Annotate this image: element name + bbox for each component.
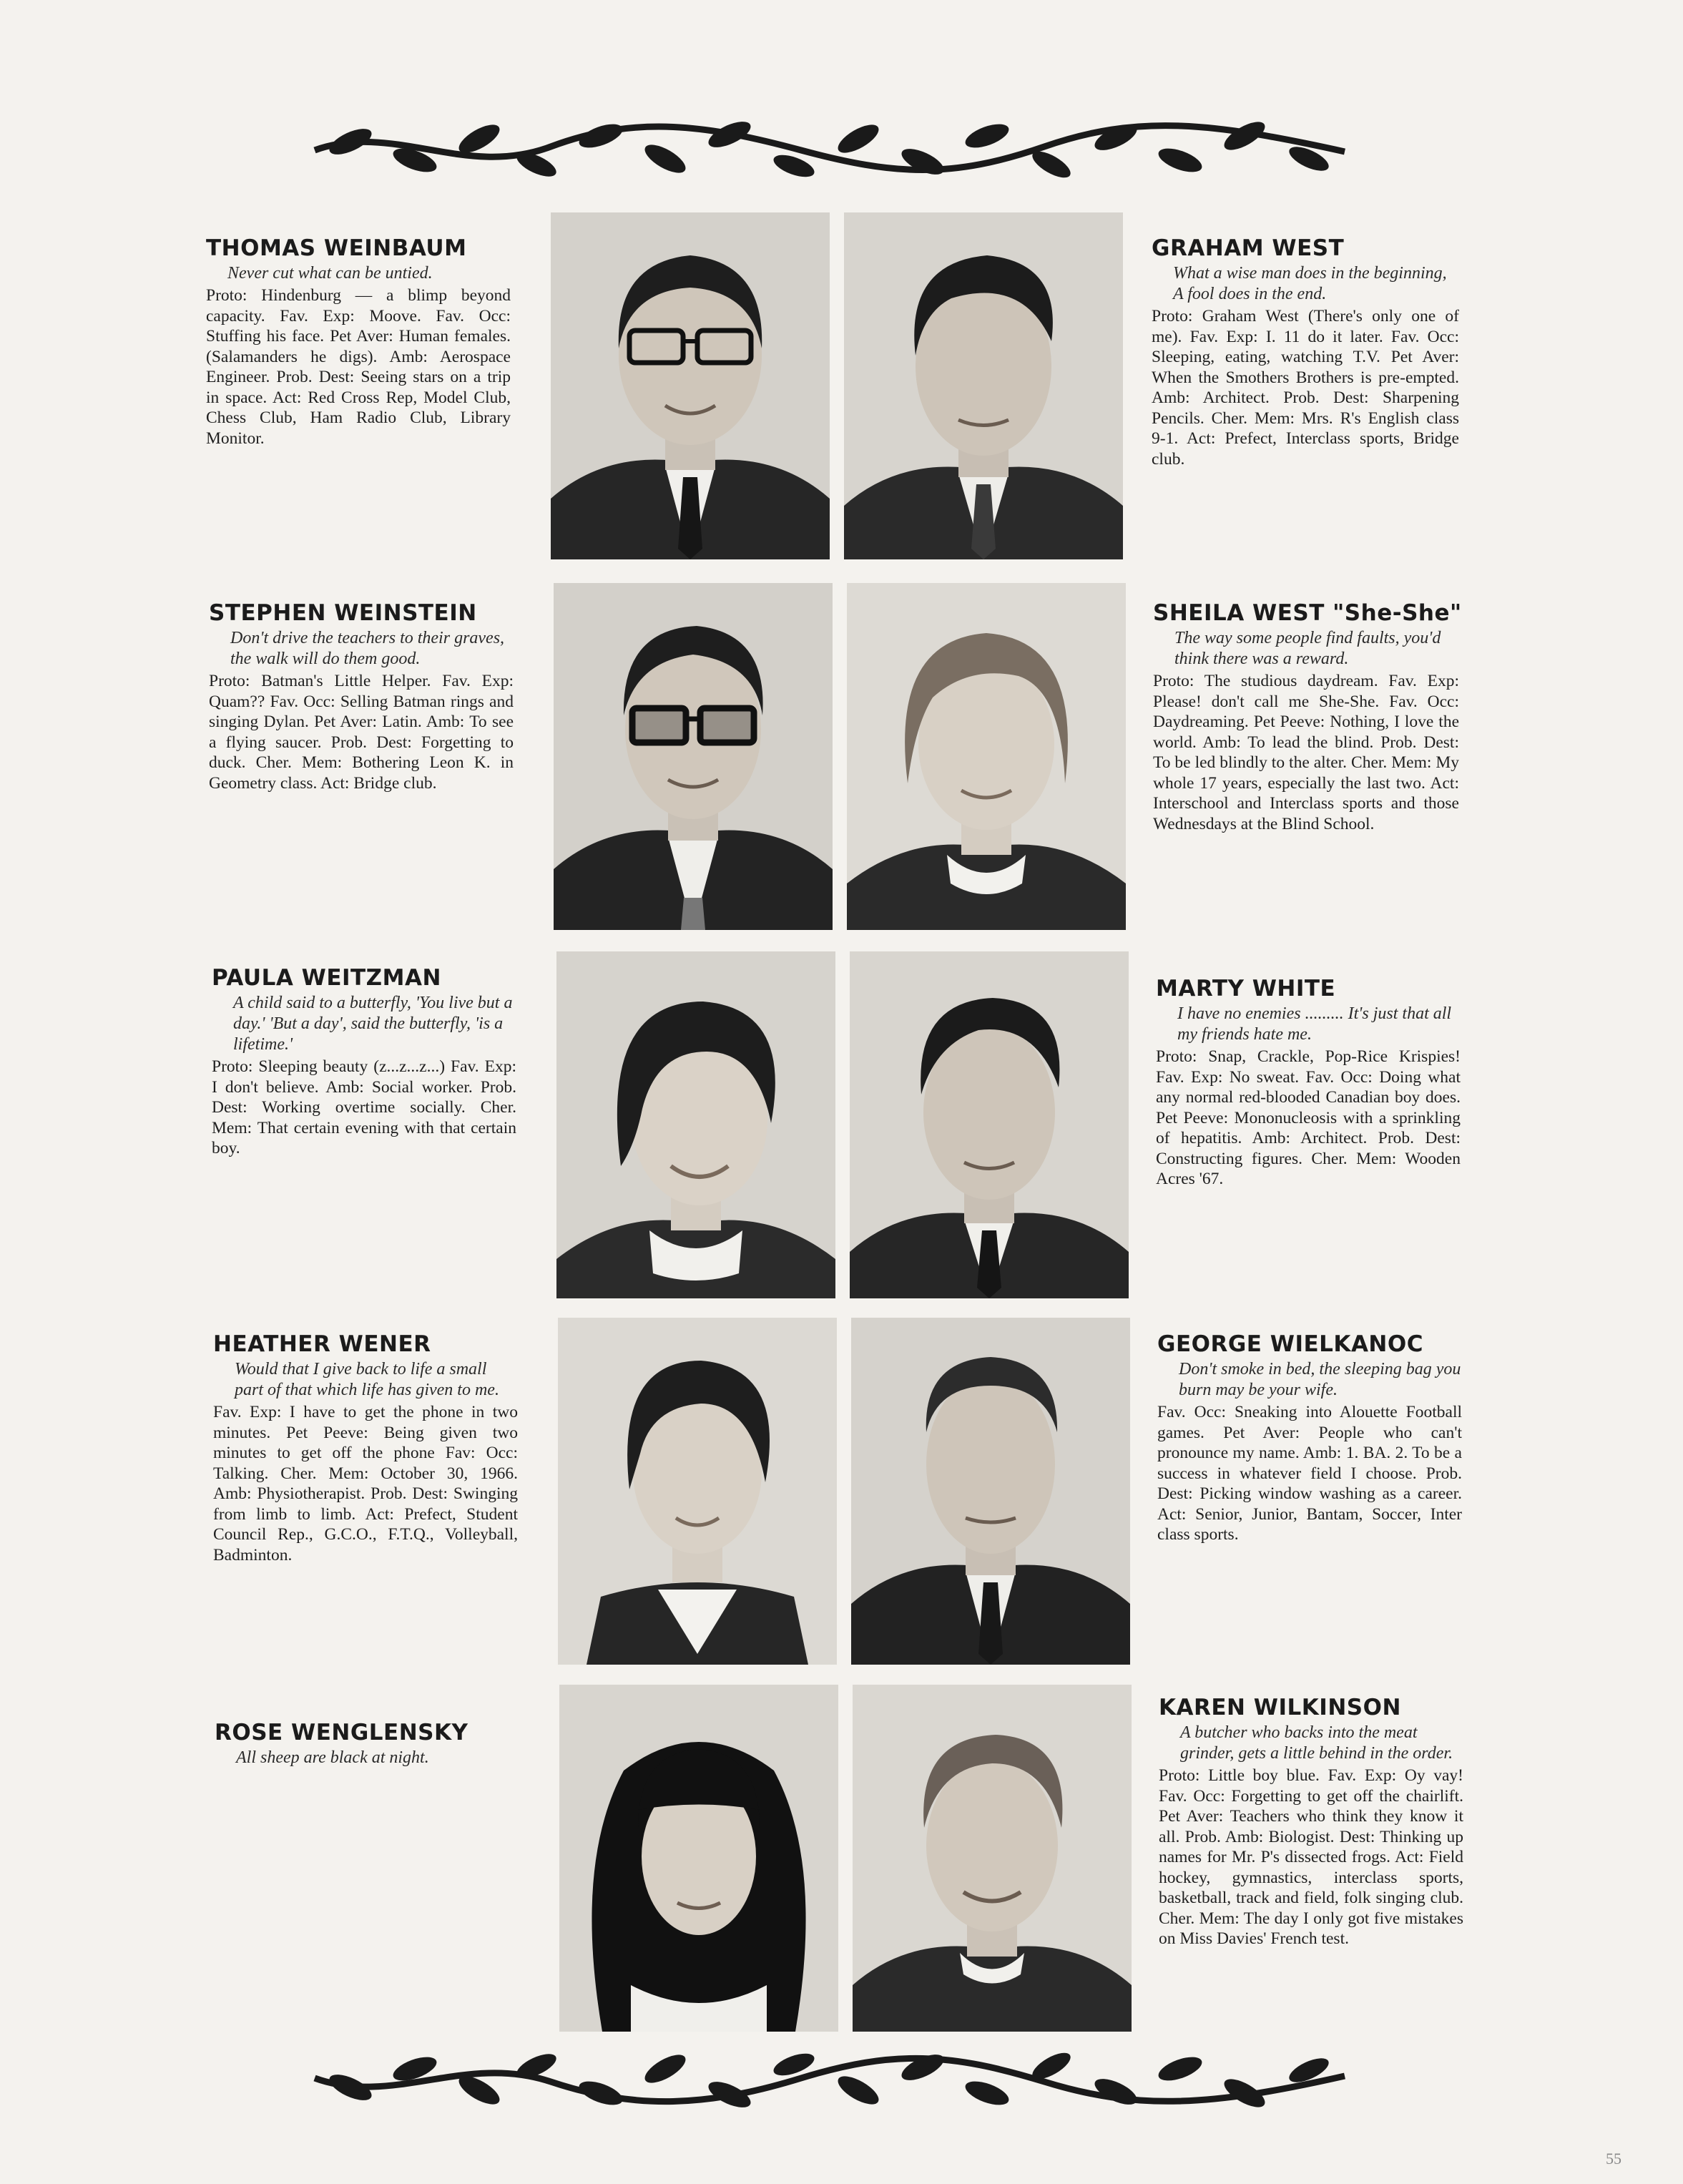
student-portrait (844, 212, 1123, 559)
student-portrait (850, 951, 1129, 1298)
student-quote: Would that I give back to life a small part of that which life has given to me. (235, 1360, 499, 1400)
student-name: KAREN WILKINSON (1159, 1695, 1401, 1720)
student-name: PAULA WEITZMAN (212, 965, 441, 991)
student-details: Fav. Exp: I have to get the phone in two minutes. Pet Peeve: Being given two minutes to get off the phone Fav: Occ: Talking. Cher. Mem: October 30, 1966. Amb: Physiotherapist. Prob. Dest: Swinging from limb to limb. Act: Prefect, Student Council Rep., G.C.O., F.T.Q., Volleyball, Badminton. (213, 1403, 518, 1564)
student-quote: A butcher who backs into the meat grinder, gets a little behind in the order. (1180, 1723, 1453, 1763)
student-name: THOMAS WEINBAUM (206, 235, 467, 261)
student-portrait (558, 1318, 837, 1665)
portrait-boy-icon (844, 212, 1123, 559)
portrait-boy-icon (851, 1318, 1130, 1665)
portrait-boy-icon (554, 583, 833, 930)
student-portrait (556, 951, 835, 1298)
student-portrait (551, 212, 830, 559)
page-number: 55 (1606, 2150, 1621, 2168)
student-portrait (559, 1685, 838, 2032)
student-entry (212, 966, 516, 1159)
student-name: SHEILA WEST "She-She" (1153, 600, 1462, 626)
student-entry (206, 236, 511, 449)
student-name: ROSE WENGLENSKY (215, 1720, 468, 1745)
portrait-boy-icon (853, 1685, 1132, 2032)
student-entry (215, 1720, 519, 1770)
portrait-girl-icon (559, 1685, 838, 2032)
student-quote: A child said to a butterfly, 'You live but a day.' 'But a day', said the butterfly, 'is a lifetime.' (233, 994, 513, 1054)
student-quote: The way some people find faults, you'd think there was a reward. (1174, 629, 1441, 669)
student-name: STEPHEN WEINSTEIN (209, 600, 477, 626)
student-entry (209, 601, 514, 793)
student-details: Proto: Hindenburg — a blimp beyond capacity. Fav. Exp: Moove. Fav. Occ: Stuffing his face. Pet Aver: Human females. (Salamanders he digs). Amb: Aerospace Engineer. Prob. Dest: Seeing stars on a trip in space. Act: Red Cross Rep, Model Club, Chess Club, Ham Radio Club, Library Monitor. (206, 286, 511, 448)
student-details: Proto: Batman's Little Helper. Fav. Exp: Quam?? Fav. Occ: Selling Batman rings and singing Dylan. Pet Aver: Latin. Amb: To see a flying saucer. Prob. Dest: Forgetting to duck. Cher. Mem: Bothering Leon K. in Geometry class. Act: Bridge club. (209, 672, 514, 793)
student-entry (1156, 976, 1461, 1190)
student-quote: What a wise man does in the beginning, A fool does in the end. (1173, 264, 1447, 304)
student-portrait (853, 1685, 1132, 2032)
student-portrait (851, 1318, 1130, 1665)
student-details: Proto: Graham West (There's only one of me). Fav. Exp: I. 11 do it later. Fav. Occ: Sleeping, eating, watching T.V. Pet Aver: When the Smothers Brothers is pre-empted. Amb: Architect. Prob. Dest: Sharpening Pencils. Cher. Mem: Mrs. R's English class 9-1. Act: Prefect, Interclass sports, Bridge club. (1152, 307, 1459, 469)
portrait-girl-icon (847, 583, 1126, 930)
student-name: GRAHAM WEST (1152, 235, 1345, 261)
student-details: Proto: Little boy blue. Fav. Exp: Oy vay! Fav. Occ: Forgetting to get off the chairlift. Pet Aver: Teachers who think they know it all. Prob. Amb: Biologist. Dest: Thinking up names for Mr. P's dissected frogs. Act: Field hockey, gymnastics, interclass sports, basketball, track and field, folk singing club. Cher. Mem: The day I only got five mistakes on Miss Davies' French test. (1159, 1766, 1463, 1949)
vine-border-bottom (308, 2039, 1352, 2117)
vine-border-top (308, 107, 1352, 186)
portrait-boy-icon (850, 951, 1129, 1298)
student-quote: I have no enemies ......... It's just that all my friends hate me. (1177, 1004, 1452, 1044)
student-entry (1159, 1695, 1463, 1949)
portrait-girl-icon (556, 951, 835, 1298)
student-details: Fav. Occ: Sneaking into Alouette Football games. Pet Aver: People who can't pronounce my name. Amb: 1. BA. 2. To be a success in whatever field I choose. Prob. Dest: Picking window washing as a career. Act: Senior, Junior, Bantam, Soccer, Inter class sports. (1157, 1403, 1462, 1544)
student-portrait (554, 583, 833, 930)
student-entry (1153, 600, 1462, 834)
student-quote: All sheep are black at night. (236, 1748, 429, 1768)
portrait-girl-icon (558, 1318, 837, 1665)
student-quote: Don't drive the teachers to their graves, the walk will do them good. (230, 629, 505, 669)
student-portrait (847, 583, 1126, 930)
student-quote: Never cut what can be untied. (227, 264, 433, 283)
student-entry (1152, 236, 1459, 469)
student-details: Proto: The studious daydream. Fav. Exp: Please! don't call me She-She. Fav. Occ: Daydreaming. Pet Peeve: Nothing, I love the world. Amb: To lead the blind. Prob. Dest: To be led blindly to the alter. Cher. Mem: My whole 17 years, especially the last two. Act: Interschool and Interclass sports and those Wednesdays at the Blind School. (1153, 672, 1459, 833)
student-entry (1157, 1332, 1462, 1545)
student-entry (213, 1332, 518, 1565)
student-details: Proto: Sleeping beauty (z...z...z...) Fav. Exp: I don't believe. Amb: Social worker. Prob. Dest: Working overtime socially. Cher. Mem: That certain evening with that certain boy. (212, 1057, 516, 1158)
student-name: GEORGE WIELKANOC (1157, 1331, 1423, 1357)
student-name: HEATHER WENER (213, 1331, 431, 1357)
portrait-boy-icon (551, 212, 830, 559)
student-name: MARTY WHITE (1156, 976, 1336, 1002)
student-details: Proto: Snap, Crackle, Pop-Rice Krispies! Fav. Exp: No sweat. Fav. Occ: Doing what any normal red-blooded Canadian boy does. Pet Peeve: Mononucleosis with a sprinkling of hepatitis. Amb: Architect. Prob. Dest: Constructing figures. Cher. Mem: Wooden Acres '67. (1156, 1047, 1461, 1189)
student-quote: Don't smoke in bed, the sleeping bag you burn may be your wife. (1179, 1360, 1461, 1400)
